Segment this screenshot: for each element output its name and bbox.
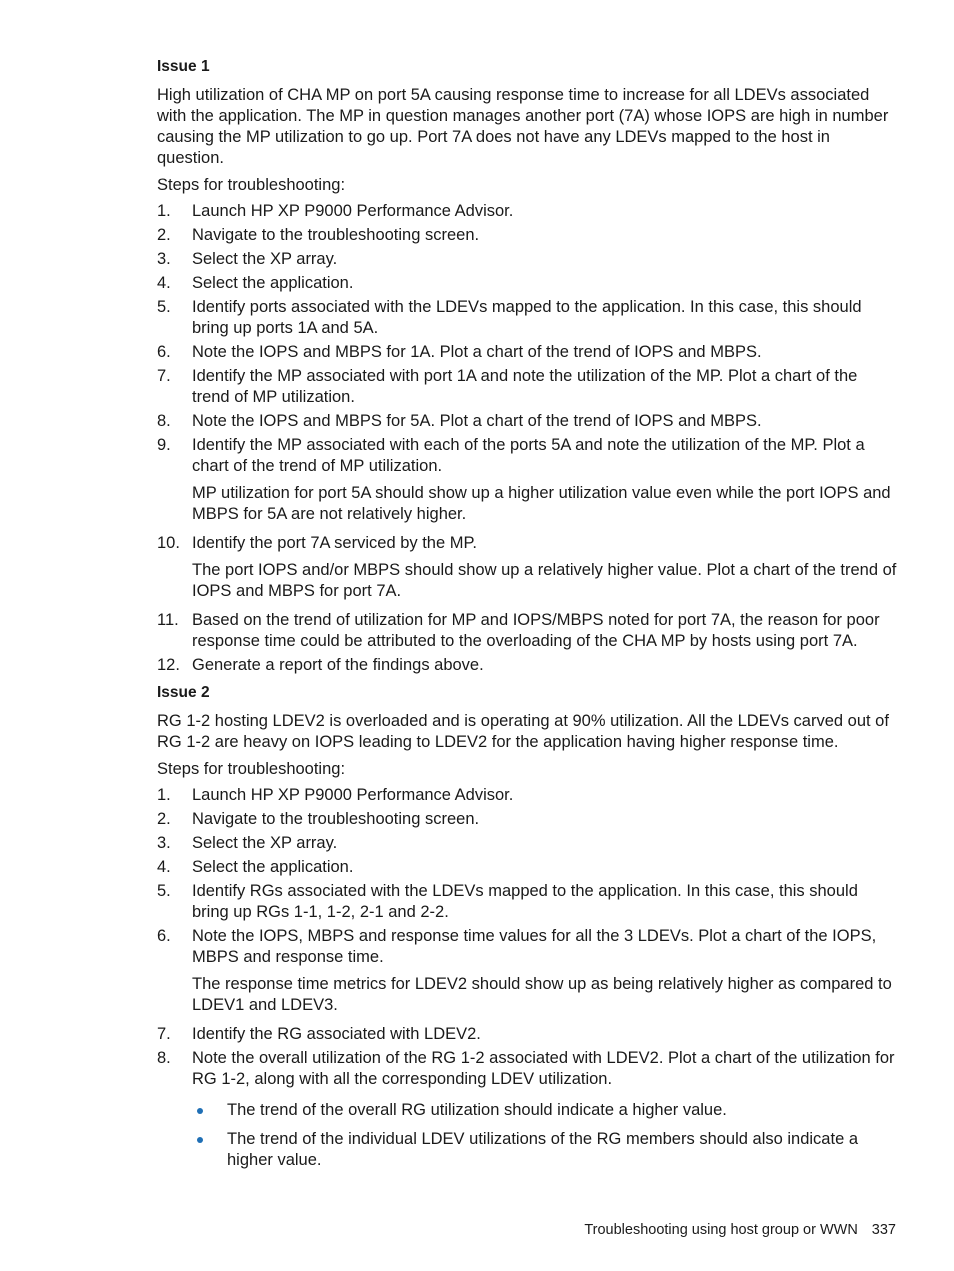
- page-number: 337: [871, 1222, 896, 1238]
- issue2-steps-label: Steps for troubleshooting:: [157, 760, 346, 778]
- step-number: 4.: [157, 274, 171, 292]
- step-text: Select the XP array.: [192, 834, 338, 852]
- step-text: Generate a report of the findings above.: [192, 656, 484, 674]
- step-text: Identify RGs associated with the LDEVs mapped to the application. In this case, this should bring up RGs 1-1, 1-2, 2-1 and 2-2.: [192, 882, 858, 921]
- step-number: 2.: [157, 810, 171, 828]
- step-text: Identify the MP associated with each of the ports 5A and note the utilization of the MP. Plot a chart of the trend of MP utilization.: [192, 436, 865, 475]
- step-number: 6.: [157, 343, 171, 361]
- bullet-dot-icon: [197, 1137, 203, 1143]
- issue2-steps-list: [157, 785, 899, 1171]
- step-number: 11.: [157, 611, 179, 629]
- list-item: [157, 201, 899, 222]
- step-text: Navigate to the troubleshooting screen.: [192, 226, 480, 244]
- step-text: Note the overall utilization of the RG 1-2 associated with LDEV2. Plot a chart of the utilization for RG 1-2, along with all the corresponding LDEV utilization.: [192, 1049, 895, 1088]
- footer-section-title: Troubleshooting using host group or WWN: [584, 1222, 858, 1238]
- step-text: Launch HP XP P9000 Performance Advisor.: [192, 202, 514, 220]
- document-body: [157, 56, 899, 1179]
- list-item: [157, 342, 899, 363]
- step-number: 2.: [157, 226, 171, 244]
- list-item: [157, 225, 899, 246]
- issue2-heading: Issue 2: [157, 684, 210, 701]
- list-item: [157, 857, 899, 878]
- list-item: [157, 249, 899, 270]
- page-footer: [584, 1222, 896, 1238]
- list-item: [157, 1048, 899, 1171]
- step-number: 8.: [157, 412, 171, 430]
- bullet-list: [192, 1100, 899, 1171]
- list-item: [157, 785, 899, 806]
- issue1-description: High utilization of CHA MP on port 5A causing response time to increase for all LDEVs associated with the application. The MP in question manages another port (7A) whose IOPS are high in number causing the MP utilization to go up. Port 7A does not have any LDEVs mapped to the host in question.: [157, 86, 889, 167]
- step-number: 3.: [157, 250, 171, 268]
- step-number: 7.: [157, 1025, 171, 1043]
- step-number: 9.: [157, 436, 171, 454]
- step-text: Identify the RG associated with LDEV2.: [192, 1025, 481, 1043]
- list-item: [157, 435, 899, 525]
- step-number: 12.: [157, 656, 180, 674]
- step-text: Navigate to the troubleshooting screen.: [192, 810, 480, 828]
- step-text: Select the application.: [192, 274, 354, 292]
- step-text: Launch HP XP P9000 Performance Advisor.: [192, 786, 514, 804]
- step-note: The response time metrics for LDEV2 should show up as being relatively higher as compared to LDEV1 and LDEV3.: [192, 975, 892, 1014]
- list-item: [157, 610, 899, 652]
- issue1-steps-label: Steps for troubleshooting:: [157, 176, 346, 194]
- step-number: 8.: [157, 1049, 171, 1067]
- step-text: Identify the port 7A serviced by the MP.: [192, 534, 477, 552]
- step-text: Note the IOPS, MBPS and response time values for all the 3 LDEVs. Plot a chart of the IOPS, MBPS and response time.: [192, 927, 877, 966]
- step-number: 3.: [157, 834, 171, 852]
- issue2-description: RG 1-2 hosting LDEV2 is overloaded and is operating at 90% utilization. All the LDEVs carved out of RG 1-2 are heavy on IOPS leading to LDEV2 for the application having higher response time.: [157, 712, 889, 751]
- bullet-text: The trend of the overall RG utilization should indicate a higher value.: [227, 1101, 727, 1119]
- step-text: Select the application.: [192, 858, 354, 876]
- list-item: [157, 1024, 899, 1045]
- issue1-steps-list: [157, 201, 899, 676]
- bullet-item: [192, 1129, 899, 1171]
- step-text: Note the IOPS and MBPS for 5A. Plot a chart of the trend of IOPS and MBPS.: [192, 412, 762, 430]
- step-text: Identify the MP associated with port 1A and note the utilization of the MP. Plot a chart of the trend of MP utilization.: [192, 367, 858, 406]
- step-text: Note the IOPS and MBPS for 1A. Plot a chart of the trend of IOPS and MBPS.: [192, 343, 762, 361]
- list-item: [157, 366, 899, 408]
- list-item: [157, 809, 899, 830]
- step-number: 1.: [157, 786, 171, 804]
- list-item: [157, 297, 899, 339]
- list-item: [157, 533, 899, 602]
- step-note: The port IOPS and/or MBPS should show up a relatively higher value. Plot a chart of the trend of IOPS and MBPS for port 7A.: [192, 561, 897, 600]
- list-item: [157, 411, 899, 432]
- list-item: [157, 926, 899, 1016]
- step-text: Based on the trend of utilization for MP and IOPS/MBPS noted for port 7A, the reason for poor response time could be attributed to the overloading of the CHA MP by hosts using port 7A.: [192, 611, 880, 650]
- list-item: [157, 833, 899, 854]
- step-number: 1.: [157, 202, 171, 220]
- step-number: 10.: [157, 534, 180, 552]
- bullet-text: The trend of the individual LDEV utilizations of the RG members should also indicate a higher value.: [227, 1130, 859, 1169]
- list-item: [157, 881, 899, 923]
- step-number: 6.: [157, 927, 171, 945]
- issue1-heading: Issue 1: [157, 58, 210, 75]
- bullet-dot-icon: [197, 1108, 203, 1114]
- list-item: [157, 273, 899, 294]
- step-number: 7.: [157, 367, 171, 385]
- bullet-item: [192, 1100, 899, 1121]
- step-text: Identify ports associated with the LDEVs mapped to the application. In this case, this should bring up ports 1A and 5A.: [192, 298, 862, 337]
- step-note: MP utilization for port 5A should show up a higher utilization value even while the port IOPS and MBPS for 5A are not relatively higher.: [192, 484, 891, 523]
- step-number: 4.: [157, 858, 171, 876]
- step-number: 5.: [157, 882, 171, 900]
- step-text: Select the XP array.: [192, 250, 338, 268]
- step-number: 5.: [157, 298, 171, 316]
- list-item: [157, 655, 899, 676]
